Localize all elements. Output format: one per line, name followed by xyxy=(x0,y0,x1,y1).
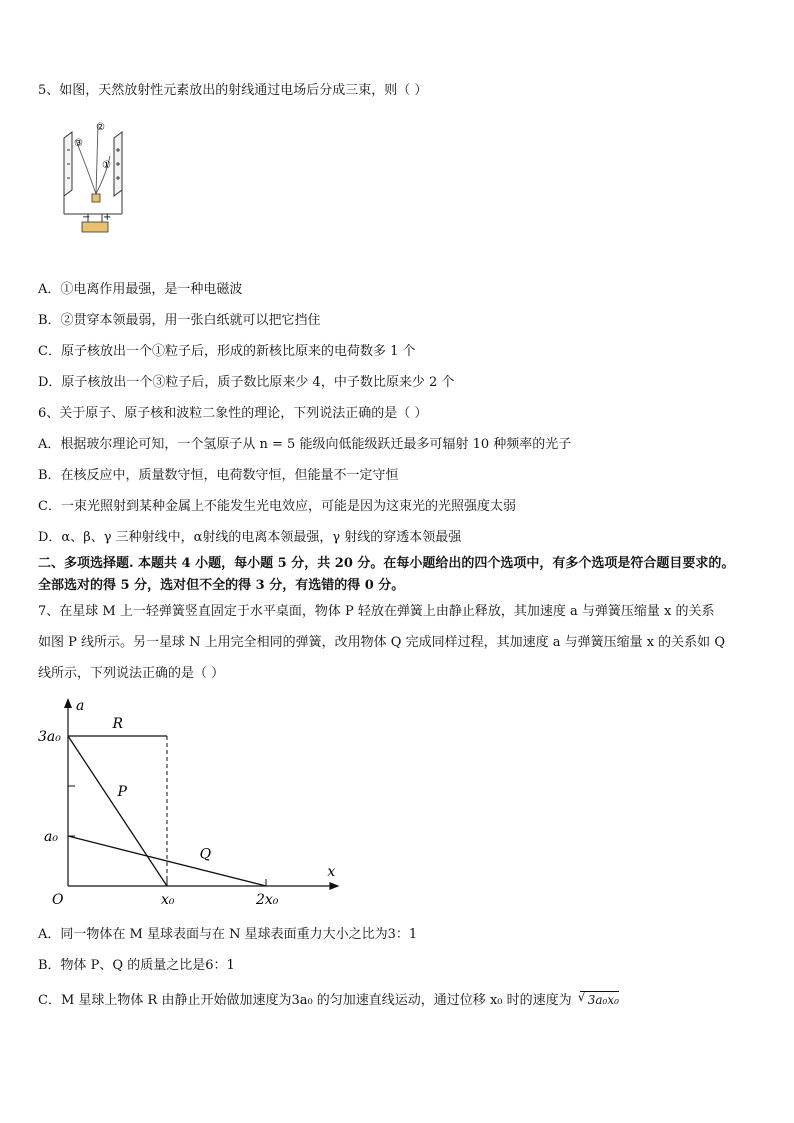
q5-stem: 5、如图，天然放射性元素放出的射线通过电场后分成三束，则（ ） xyxy=(38,83,428,98)
q5-option-a: A．①电离作用最强，是一种电磁波 xyxy=(38,282,243,297)
q6-option-c: C．一束光照射到某种金属上不能发生光电效应，可能是因为这束光的光照强度太弱 xyxy=(38,499,516,514)
sqrt-sign: √ xyxy=(577,990,586,1004)
x-tick-label-2x0: 2x₀ xyxy=(256,892,279,908)
battery-minus: − xyxy=(82,212,91,223)
q7-option-c-text: C．M 星球上物体 R 由静止开始做加速度为3a₀ 的匀加速直线运动，通过位移 x₀ 时的速度为 xyxy=(38,993,572,1008)
section2-line1: 二、多项选择题. 本题共 4 小题，每小题 5 分，共 20 分。在每小题给出的四个选项中，有多个选项是符合题目要求的。 xyxy=(38,556,735,571)
q5-figure xyxy=(52,116,142,238)
q6-option-a: A．根据玻尔理论可知，一个氢原子从 n = 5 能级向低能级跃迁最多可辐射 10 种频率的光子 xyxy=(38,437,572,452)
sqrt-radicand: 3a₀x₀ xyxy=(587,993,619,1007)
sqrt-expression xyxy=(577,990,619,1008)
series-p-line xyxy=(68,736,167,886)
q7-stem-line3: 线所示，下列说法正确的是（ ） xyxy=(38,666,225,681)
y-tick-label-a0: a₀ xyxy=(44,829,58,845)
x-axis-arrow xyxy=(329,882,339,890)
q5-option-b: B．②贯穿本领最弱，用一张白纸就可以把它挡住 xyxy=(38,313,321,328)
q6-option-d: D．α、β、γ 三种射线中，α射线的电离本领最强，γ 射线的穿透本领最强 xyxy=(38,530,462,545)
y-axis-label: a xyxy=(76,698,85,714)
q5-option-c: C．原子核放出一个①粒子后，形成的新核比原来的电荷数多 1 个 xyxy=(38,344,416,359)
q7-stem-line2: 如图 P 线所示。另一星球 N 上用完全相同的弹簧，改用物体 Q 完成同样过程，其加速度 a 与弹簧压缩量 x 的关系如 Q xyxy=(38,635,725,650)
battery-plus: + xyxy=(103,212,112,223)
q7-option-c xyxy=(38,991,619,1010)
q6-option-b: B．在核反应中，质量数守恒，电荷数守恒，但能量不一定守恒 xyxy=(38,468,399,483)
series-q-label: Q xyxy=(199,846,212,863)
q7-chart xyxy=(34,694,354,914)
ray-label-3: ③ xyxy=(74,138,83,149)
series-r-label: R xyxy=(112,716,124,732)
section2-line2: 全部选对的得 5 分，选对但不全的得 3 分，有选错的得 0 分。 xyxy=(38,578,405,593)
x-tick-label-x0: x₀ xyxy=(161,892,175,908)
q5-option-d: D．原子核放出一个③粒子后，质子数比原来少 4，中子数比原来少 2 个 xyxy=(38,375,455,390)
q7-option-a: A．同一物体在 M 星球表面与在 N 星球表面重力大小之比为3：1 xyxy=(38,927,418,942)
ray-label-2: ② xyxy=(96,122,105,133)
q6-stem: 6、关于原子、原子核和波粒二象性的理论，下列说法正确的是（ ） xyxy=(38,406,428,421)
y-axis-arrow xyxy=(64,698,72,708)
x-axis-label: x xyxy=(327,864,336,880)
series-p-label: P xyxy=(117,784,127,800)
origin-label: O xyxy=(52,892,64,908)
q7-stem-line1: 7、在星球 M 上一轻弹簧竖直固定于水平桌面，物体 P 轻放在弹簧上由静止释放，其加速度 a 与弹簧压缩量 x 的关系 xyxy=(38,604,715,619)
q7-option-b: B．物体 P、Q 的质量之比是6：1 xyxy=(38,958,235,973)
ray-label-1: ① xyxy=(102,160,111,171)
y-tick-label-3a0: 3a₀ xyxy=(38,729,61,745)
